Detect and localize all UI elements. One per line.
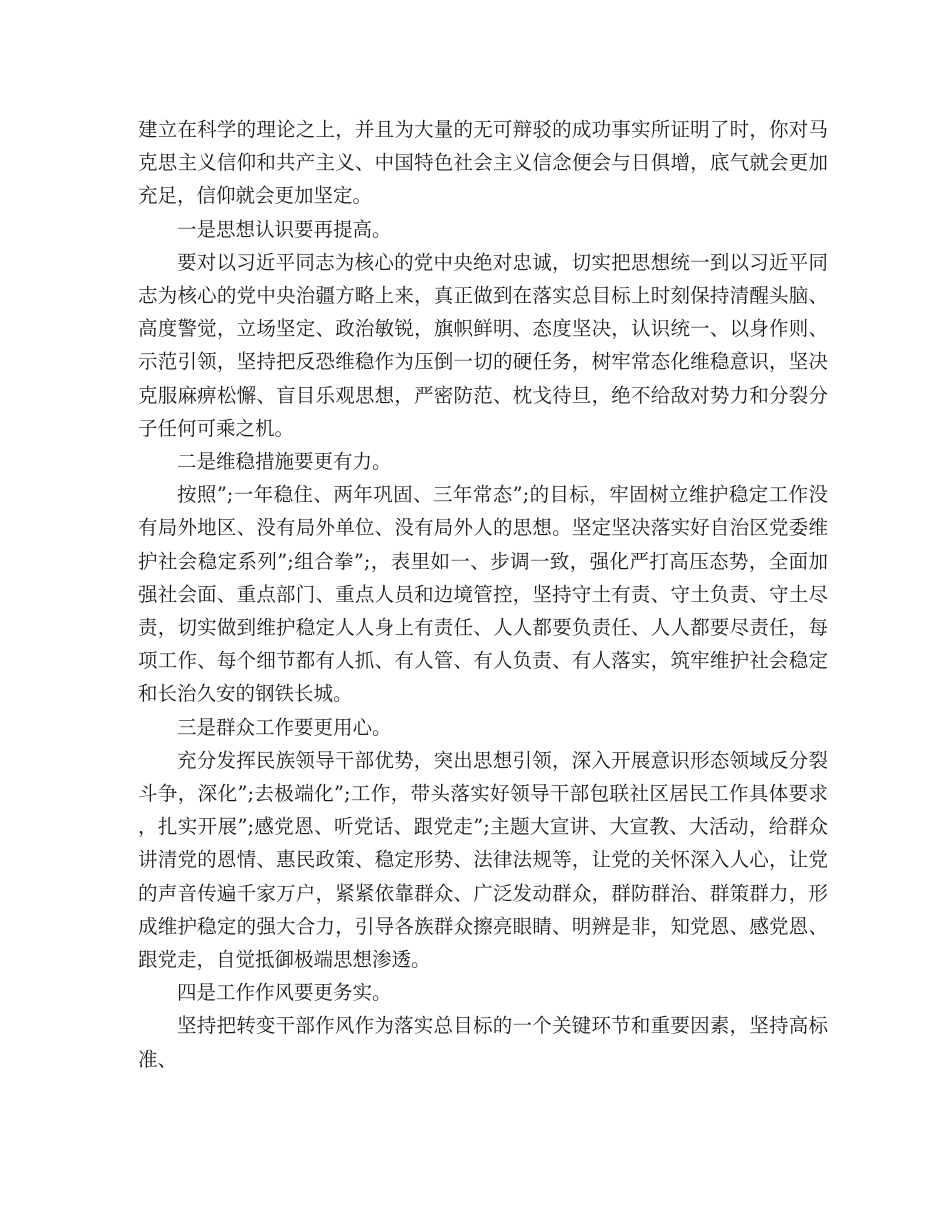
paragraph-work-style: 坚持把转变干部作风作为落实总目标的一个关键环节和重要因素，坚持高标准、 xyxy=(138,1014,828,1071)
section-heading-four: 四是工作作风要更务实。 xyxy=(177,981,392,1005)
section-heading-one: 一是思想认识要再提高。 xyxy=(177,217,392,241)
paragraph-mass-work: 充分发挥民族领导干部优势，突出思想引领，深入开展意识形态领域反分裂斗争，深化”;去极端化”;工作，带头落实好领导干部包联社区居民工作具体要求，扎实开展”;感党恩、听党话、跟党走”;主题大宣讲、大宣教、大活动，给群众讲清党的恩情、惠民政策、稳定形势、法律法规等，让党的关怀深入人心，让党的声音传遍千家万户，紧紧依靠群众、广泛发动群众，群防群治、群策群力，形成维护稳定的强大合力，引导各族群众擦亮眼睛、明辨是非，知党恩、感党恩、跟党走，自觉抵御极端思想渗透。 xyxy=(138,748,828,972)
section-heading-two: 二是维稳措施要更有力。 xyxy=(177,450,392,474)
section-heading-three: 三是群众工作要更用心。 xyxy=(177,715,392,739)
paragraph-stability-measures: 按照”;一年稳住、两年巩固、三年常态”;的目标，牢固树立维护稳定工作没有局外地区、没有局外单位、没有局外人的思想。坚定坚决落实好自治区党委维护社会稳定系列”;组合拳”;，表里如一、步调一致，强化严打高压态势，全面加强社会面、重点部门、重点人员和边境管控，坚持守土有责、守土负责、守土尽责，切实做到维护稳定人人身上有责任、人人都要负责任、人人都要尽责任，每项工作、每个细节都有人抓、有人管、有人负责、有人落实，筑牢维护社会稳定和长治久安的钢铁长城。 xyxy=(138,483,828,706)
document-body xyxy=(138,113,828,1076)
paragraph-continuation: 建立在科学的理论之上，并且为大量的无可辩驳的成功事实所证明了时，你对马克思主义信仰和共产主义、中国特色社会主义信念便会与日俱增，底气就会更加充足，信仰就会更加坚定。 xyxy=(138,118,828,208)
paragraph-ideology: 要对以习近平同志为核心的党中央绝对忠诚，切实把思想统一到以习近平同志为核心的党中央治疆方略上来，真正做到在落实总目标上时刻保持清醒头脑、高度警觉，立场坚定、政治敏锐，旗帜鲜明、态度坚决，认识统一、以身作则、示范引领，坚持把反恐维稳作为压倒一切的硬任务，树牢常态化维稳意识，坚决克服麻痹松懈、盲目乐观思想，严密防范、枕戈待旦，绝不给敌对势力和分裂分子任何可乘之机。 xyxy=(138,250,828,440)
